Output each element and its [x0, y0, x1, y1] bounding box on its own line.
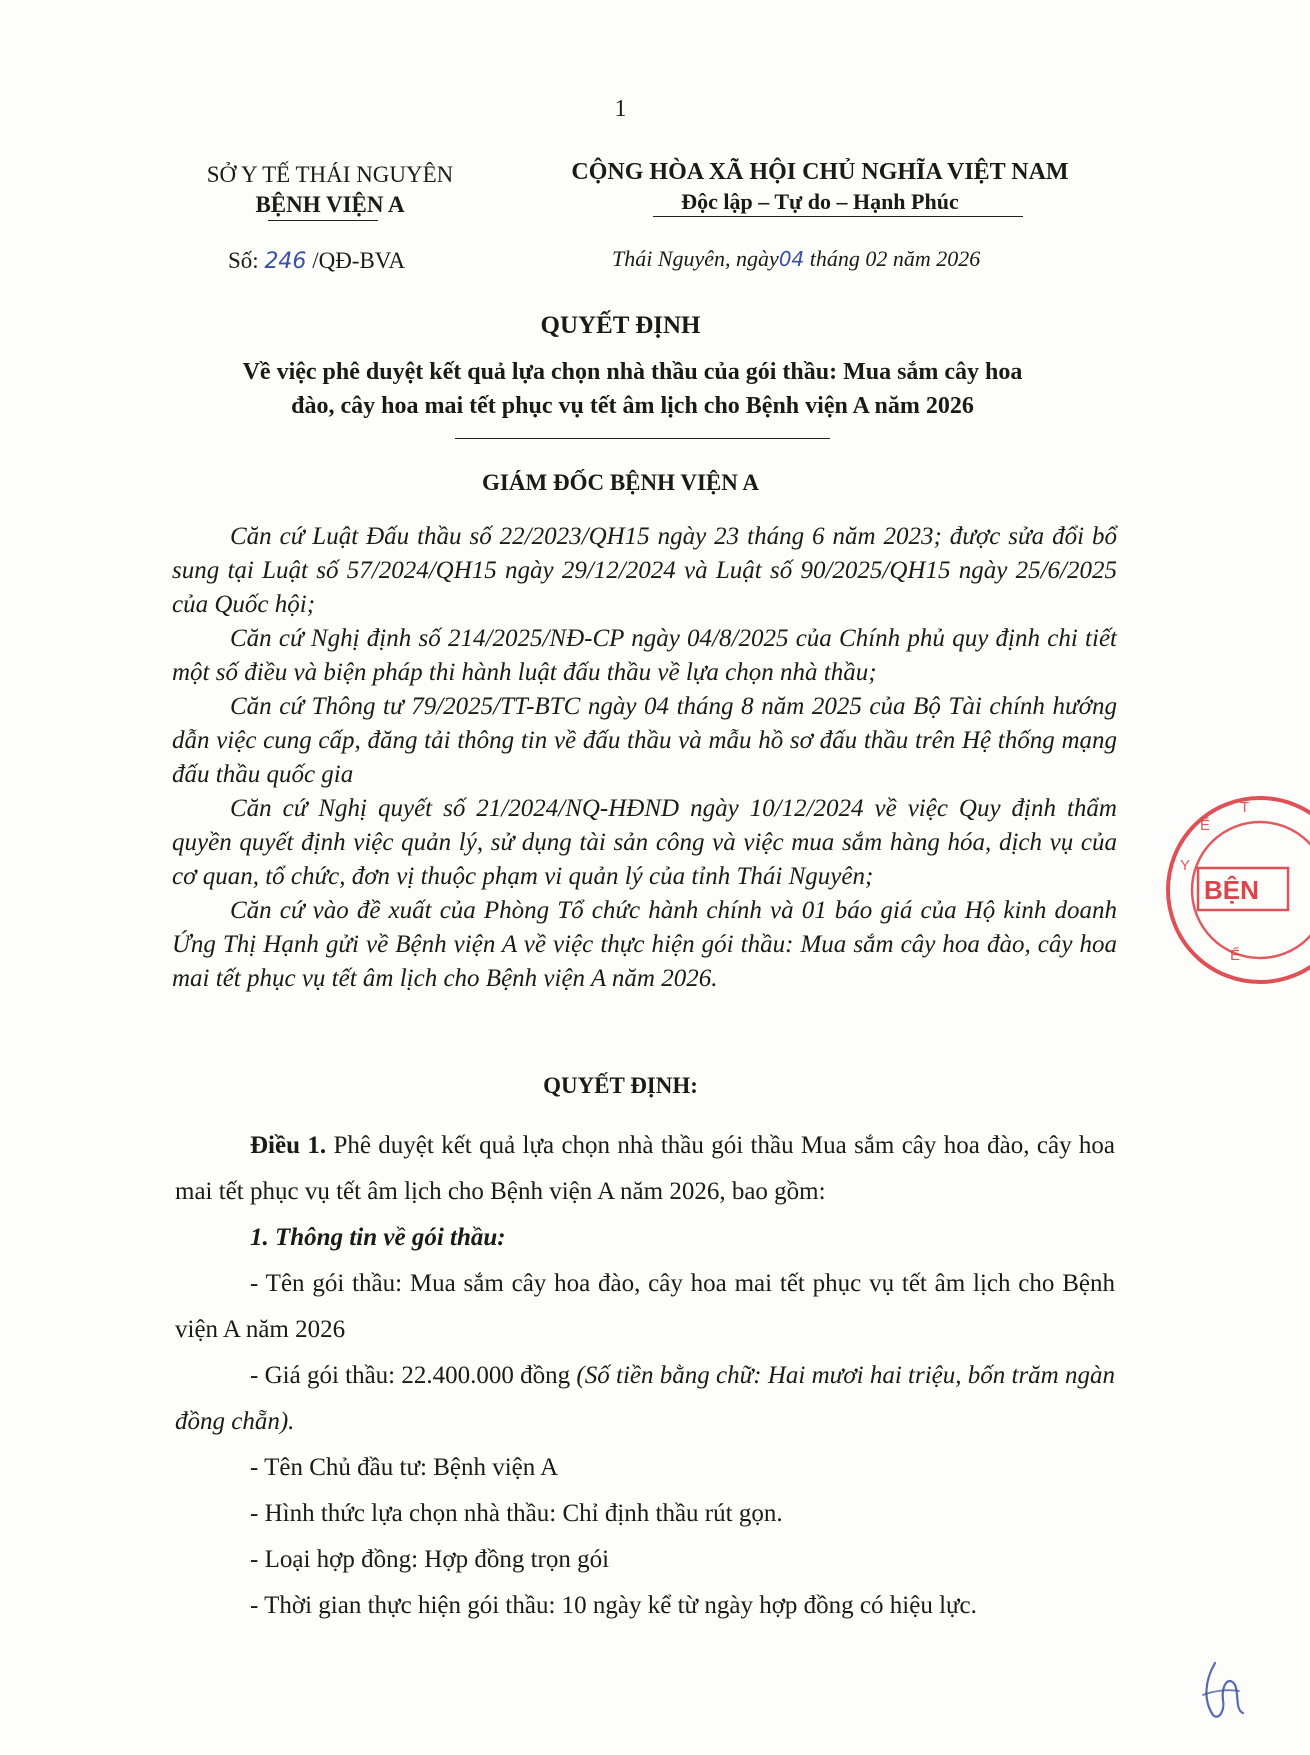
legal-basis-item: Căn cứ Nghị quyết số 21/2024/NQ-HĐND ngày 10/12/2024 về việc Quy định thẩm quyền quyết định việc quản lý, sử dụng tài sản công và việc mua sắm hàng hóa, dịch vụ của cơ quan, tổ chức, đơn vị thuộc phạm vi quản lý của tỉnh Thái Nguyên; — [172, 795, 1117, 890]
decision-heading: QUYẾT ĐỊNH: — [543, 1073, 698, 1098]
stamp-text: BỆN — [1204, 875, 1259, 905]
package-price-label: - Giá gói thầu: 22.400.000 đồng — [250, 1362, 577, 1389]
doc-number-handwritten: 246 — [264, 249, 307, 274]
national-title: CỘNG HÒA XÃ HỘI CHỦ NGHĨA VIỆT NAM — [571, 159, 1069, 185]
article-1-text: Phê duyệt kết quả lựa chọn nhà thầu gói thầu Mua sắm cây hoa đào, cây hoa mai tết phục vụ tết âm lịch cho Bệnh viện A năm 2026, bao gồm: — [175, 1132, 1116, 1205]
package-price-words: (Số tiền bằng chữ: Hai mươi hai triệu, bốn trăm ngàn đồng chẵn). — [175, 1362, 1115, 1435]
article-1-paragraph — [175, 1123, 1115, 1215]
document-type: QUYẾT ĐỊNH — [540, 312, 701, 339]
package-name-value: Mua sắm cây hoa đào, cây hoa mai tết phục vụ tết âm lịch cho Bệnh viện A năm 2026 — [175, 1270, 1115, 1343]
org-underline — [268, 220, 378, 221]
organization-name: BỆNH VIỆN A — [255, 192, 405, 217]
svg-text:Ế: Ế — [1200, 817, 1211, 834]
legal-basis-item: Căn cứ Nghị định số 214/2025/NĐ-CP ngày 04/8/2025 của Chính phủ quy định chi tiết một số điều và biện pháp thi hành luật đấu thầu về lựa chọn nhà thầu; — [172, 625, 1117, 686]
doc-number-prefix: Số: — [228, 248, 265, 273]
document-number — [228, 248, 405, 274]
svg-text:T: T — [1240, 799, 1250, 816]
page-number: 1 — [614, 96, 627, 122]
document-date — [612, 246, 980, 272]
duration-item: - Thời gian thực hiện gói thầu: 10 ngày kể từ ngày hợp đồng có hiệu lực. — [250, 1592, 977, 1619]
title-rule — [455, 438, 830, 439]
svg-text:Ế: Ế — [1230, 947, 1241, 964]
svg-text:Y: Y — [1180, 857, 1191, 874]
selection-method-value: Chỉ định thầu rút gọn. — [562, 1500, 783, 1527]
selection-method-label: - Hình thức lựa chọn nhà thầu: — [250, 1500, 563, 1527]
issuing-authority: SỞ Y TẾ THÁI NGUYÊN — [206, 162, 454, 187]
selection-method-item — [175, 1491, 1115, 1537]
investor-item: - Tên Chủ đầu tư: Bệnh viện A — [250, 1454, 559, 1481]
legal-basis-item: Căn cứ Thông tư 79/2025/TT-BTC ngày 04 tháng 8 năm 2025 của Bộ Tài chính hướng dẫn việc cung cấp, đăng tải thông tin về đấu thầu và mẫu hồ sơ đấu thầu trên Hệ thống mạng đấu thầu quốc gia — [172, 693, 1117, 788]
signer-title: GIÁM ĐỐC BỆNH VIỆN A — [482, 470, 759, 495]
subject-line-2: đào, cây hoa mai tết phục vụ tết âm lịch cho Bệnh viện A năm 2026 — [291, 393, 974, 419]
date-suffix: tháng 02 năm 2026 — [804, 246, 981, 271]
package-name-label: - Tên gói thầu: — [250, 1270, 410, 1297]
document-subject — [170, 355, 1095, 423]
package-price-item — [175, 1353, 1115, 1445]
doc-number-suffix: /QĐ-BVA — [306, 248, 406, 273]
section-1-heading: 1. Thông tin về gói thầu: — [250, 1224, 506, 1251]
subject-line-1: Về việc phê duyệt kết quả lựa chọn nhà thầu của gói thầu: Mua sắm cây hoa — [242, 359, 1023, 385]
article-1 — [175, 1123, 1115, 1629]
red-seal-stamp — [1160, 790, 1310, 990]
article-1-label: Điều 1. — [250, 1132, 327, 1159]
handwritten-initials — [1195, 1655, 1255, 1725]
contract-type-item: - Loại hợp đồng: Hợp đồng trọn gói — [250, 1546, 610, 1573]
legal-bases — [172, 520, 1117, 996]
national-motto: Độc lập – Tự do – Hạnh Phúc — [681, 189, 959, 214]
motto-underline — [653, 216, 1023, 217]
package-name-item — [175, 1261, 1115, 1353]
date-day-handwritten: 04 — [778, 247, 805, 271]
legal-basis-item: Căn cứ Luật Đấu thầu số 22/2023/QH15 ngày 23 tháng 6 năm 2023; được sửa đổi bổ sung tại Luật số 57/2024/QH15 ngày 29/12/2024 và Luật số 90/2025/QH15 ngày 25/6/2025 của Quốc hội; — [172, 523, 1117, 618]
legal-basis-item: Căn cứ vào đề xuất của Phòng Tổ chức hành chính và 01 báo giá của Hộ kinh doanh Ứng Thị Hạnh gửi về Bệnh viện A về việc thực hiện gói thầu: Mua sắm cây hoa đào, cây hoa mai tết phục vụ tết âm lịch cho Bệnh viện A năm 2026. — [172, 897, 1117, 992]
date-prefix: Thái Nguyên, ngày — [612, 246, 779, 271]
